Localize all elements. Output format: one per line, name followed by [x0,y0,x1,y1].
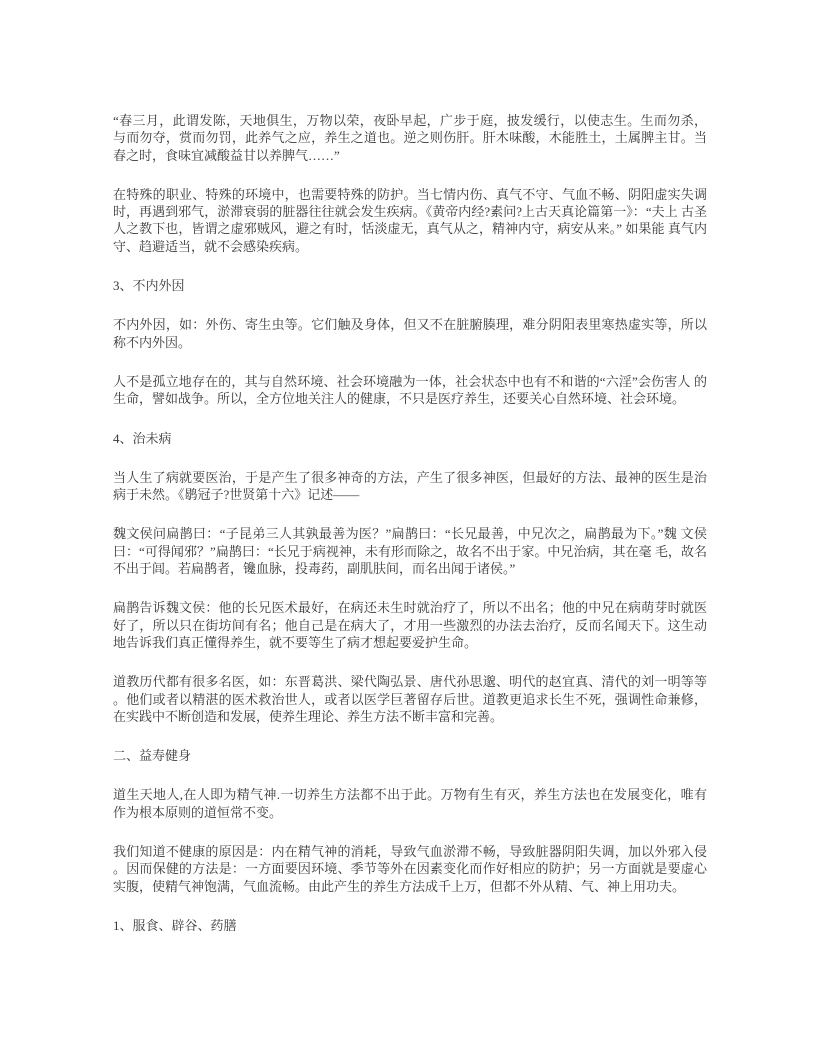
heading-fushi-bigu-yaoshan: 1、服食、辟谷、药膳 [113,917,237,933]
heading-not-internal-external-cause: 3、不内外因 [113,278,185,294]
paragraph-human-and-environment: 人不是孤立地存在的，其与自然环境、社会环境融为一体，社会状态中也有不和谐的“六淫”会伤害人 的生命，譬如战争。所以，全方位地关注人的健康，不只是医疗养生，还要关心自然环境、社会环境。 [113,373,707,407]
paragraph-taoist-famous-doctors: 道教历代都有很多名医，如：东晋葛洪、梁代陶弘景、唐代孙思邈、明代的赵宜真、清代的刘一明等等 。他们或者以精湛的医术救治世人，或者以医学巨著留存后世。道教更追求长生不死，强调性命兼修， 在实践中不断创造和发展，使养生理论、养生方法不断丰富和完善。 [113,674,707,724]
document-content [113,112,707,956]
paragraph-not-internal-external-cause: 不内外因，如：外伤、寄生虫等。它们触及身体，但又不在脏腑腠理，难分阴阳表里寒热虚实等，所以 称不内外因。 [113,317,707,350]
heading-treat-before-disease: 4、治未病 [113,430,172,446]
paragraph-spring-regimen-quote: “春三月，此谓发陈，天地俱生，万物以荣，夜卧早起，广步于庭，披发缓行，以使志生。生而勿杀， 与而勿夺，赏而勿罚，此养气之应，养生之道也。逆之则伤肝。肝木味酸，木能胜土，土属脾主甘。当 春之时，食味宜减酸益甘以养脾气……” [113,113,707,163]
paragraph-health-causes-and-methods: 我们知道不健康的原因是：内在精气神的消耗，导致气血淤滞不畅，导致脏器阴阳失调，加以外邪入侵 。因而保健的方法是：一方面要因环境、季节等外在因素变化而作好相应的防护；另一方面就是要虚心 实腹，使精气神饱满，气血流畅。由此产生的养生方法成千上万，但都不外从精、气、神上用功夫。 [113,844,707,894]
heading-yishou-jianshen: 二、益寿健身 [113,748,192,764]
paragraph-dao-jing-qi-shen: 道生天地人,在人即为精气神.一切养生方法都不出于此。万物有生有灭，养生方法也在发展变化，唯有 作为根本原则的道恒常不变。 [113,787,707,820]
paragraph-heguanzi-quote: 魏文侯问扁鹊曰：“子昆弟三人其孰最善为医？”扁鹊曰：“长兄最善，中兄次之，扁鹊最为下。”魏 文侯曰：“可得闻邪？”扁鹊曰：“长兄于病视神，未有形而除之，故名不出于家。中兄治病，其在毫 毛，故名不出于闾。若扁鹊者，镵血脉，投毒药，副肌肤间，而名出闻于诸侯。” [113,526,707,577]
paragraph-bianque-explanation: 扁鹊告诉魏文侯：他的长兄医术最好，在病还未生时就治疗了，所以不出名；他的中兄在病萌芽时就医 好了，所以只在街坊间有名；他自己是在病大了，才用一些激烈的办法去治疗，反而名闻天下。这生动 地告诉我们真正懂得养生，就不要等生了病才想起要爱护生命。 [113,600,707,650]
paragraph-special-protection: 在特殊的职业、特殊的环境中，也需要特殊的防护。当七情内伤、真气不守、气血不畅、阴阳虚实失调 时，再遇到邪气，淤滞衰弱的脏器往往就会发生疾病。《黄帝内经?素问?上古天真论篇第一》：“夫上 古圣人之教下也，皆谓之虚邪贼风，避之有时，恬淡虚无，真气从之，精神内守，病安从来。” 如果能 真气内守、趋避适当，就不会感染疾病。 [113,186,707,254]
paragraph-treat-before-disease-intro: 当人生了病就要医治，于是产生了很多神奇的方法，产生了很多神医，但最好的方法、最神的医生是治 病于未然。《鹖冠子?世贤第十六》记述—— [113,469,707,503]
